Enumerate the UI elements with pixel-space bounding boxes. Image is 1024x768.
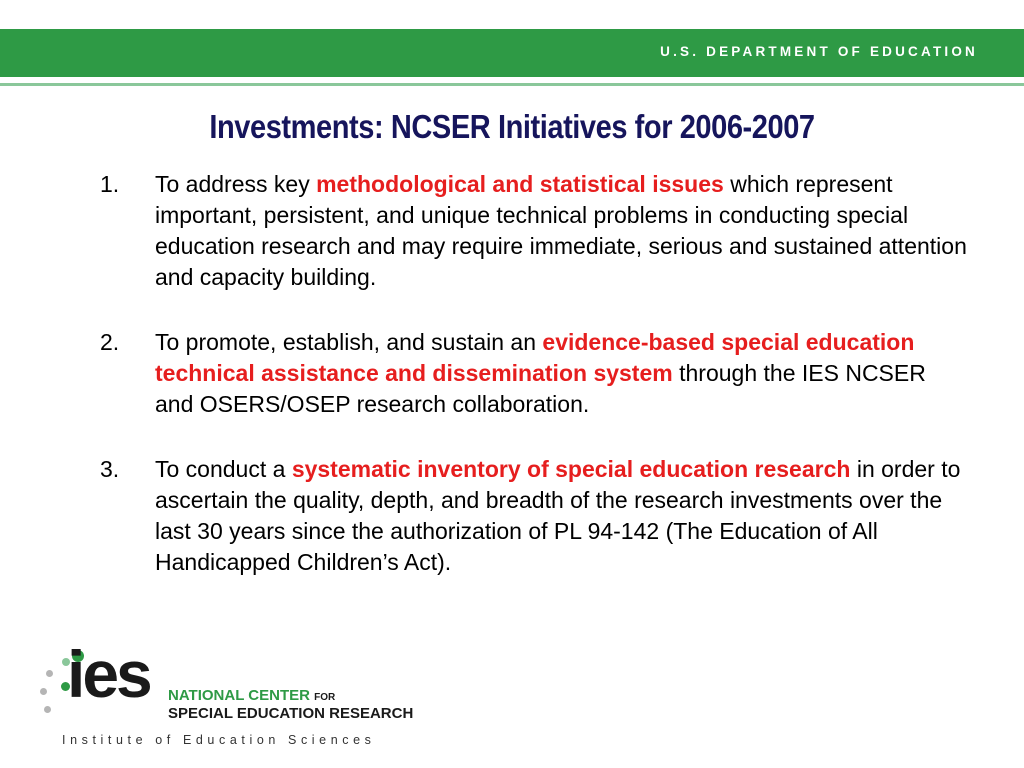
item-highlight: systematic inventory of special education research xyxy=(291,456,851,482)
list-item xyxy=(100,454,970,578)
ncser-wordmark xyxy=(168,688,413,722)
logo-dot-icon xyxy=(44,706,51,713)
item-highlight: evidence-based special education technical assistance and dissemination system xyxy=(155,329,915,386)
initiatives-list xyxy=(100,169,970,578)
item-number: 3. xyxy=(100,456,120,482)
logo-dot-icon xyxy=(40,688,47,695)
slide-title: Investments: NCSER Initiatives for 2006-2007 xyxy=(209,108,815,145)
item-number: 1. xyxy=(100,171,120,197)
ncser-for: FOR xyxy=(314,692,336,703)
list-item xyxy=(100,169,970,293)
department-label: U.S. DEPARTMENT OF EDUCATION xyxy=(660,44,978,59)
item-number: 2. xyxy=(100,329,120,355)
header-divider xyxy=(0,83,1024,86)
item-highlight: methodological and statistical issues xyxy=(316,171,724,197)
item-text: in order to ascertain the quality, depth, and breadth of the research investments over the last 30 years since the authorization of PL 94-142 (The Education of All Handicapped Children’s Act). xyxy=(155,456,961,575)
item-text: which represent important, persistent, and unique technical problems in conducting special education research and may require immediate, serious and sustained attention and capacity building. xyxy=(155,171,967,290)
header-band xyxy=(0,29,1024,77)
ies-wordmark: ies xyxy=(67,637,150,711)
item-text: through the IES NCSER and OSERS/OSEP research collaboration. xyxy=(155,360,926,417)
ncser-line1: NATIONAL CENTER xyxy=(168,687,310,704)
item-text: To promote, establish, and sustain an xyxy=(155,329,543,355)
logo-dot-icon xyxy=(46,670,53,677)
item-text: To address key xyxy=(155,171,317,197)
list-item xyxy=(100,327,970,420)
item-text: To conduct a xyxy=(155,456,292,482)
ies-tagline: Institute of Education Sciences xyxy=(62,733,376,747)
ncser-line2: SPECIAL EDUCATION RESEARCH xyxy=(168,705,414,722)
